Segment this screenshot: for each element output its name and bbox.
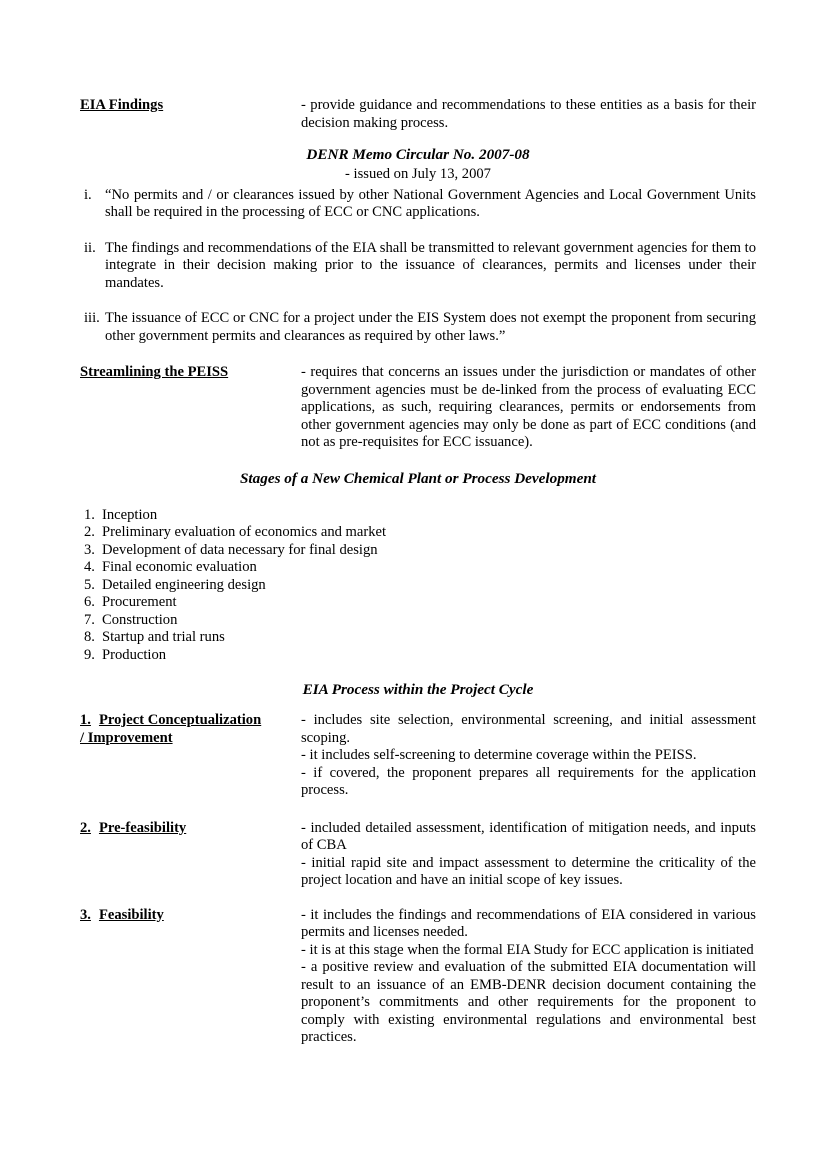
definition-row-eia-findings xyxy=(80,97,756,132)
term-streamlining-peiss: Streamlining the PEISS xyxy=(80,364,229,380)
heading-stages: Stages of a New Chemical Plant or Process Development xyxy=(239,469,597,487)
definition-paragraph: - a positive review and evaluation of the submitted EIA documentation will result to an issuance of an EMB-DENR decision document containing the proponent’s commitments and other requirements for the proponent to comply with existing environmental regulations and environmental best practices. xyxy=(301,959,756,1045)
definition-streamlining-peiss: - requires that concerns an issues under the jurisdiction or mandates of other government agencies must be de-linked from the process of evaluating ECC applications, as such, requiring clearances, permits or endorsements from other government agencies may only be done as part of ECC conditions (and not as pre-requisites for ECC issuance). xyxy=(301,364,756,450)
stage-item xyxy=(84,577,756,595)
list-marker: 5. xyxy=(84,576,95,593)
heading-denr-memo-circular: DENR Memo Circular No. 2007-08 xyxy=(306,146,530,163)
stage-item xyxy=(84,647,756,665)
heading-eia-process: EIA Process within the Project Cycle xyxy=(302,681,534,698)
entry-number: 1. xyxy=(80,712,91,728)
list-item-text: The findings and recommendations of the EIA shall be transmitted to relevant government agencies for them to integrate in their decision making prior to the issuance of clearances, permits and licenses under their mandates. xyxy=(105,239,756,291)
list-item-roman-i xyxy=(80,187,756,222)
list-marker: 9. xyxy=(84,646,95,663)
list-item-text: “No permits and / or clearances issued by other National Government Agencies and Local Government Units shall be required in the processing of ECC or CNC applications. xyxy=(105,186,756,220)
entry-definition xyxy=(301,907,756,1047)
stage-item xyxy=(84,507,756,525)
stage-text: Inception xyxy=(102,506,158,523)
list-marker: 6. xyxy=(84,594,95,610)
definition-row-streamlining-peiss xyxy=(80,364,756,452)
list-marker: 1. xyxy=(84,506,95,523)
entry-term-text: Project Conceptualization xyxy=(98,712,262,728)
stage-item xyxy=(84,559,756,577)
stage-text: Startup and trial runs xyxy=(102,629,225,645)
term-column xyxy=(80,97,301,132)
list-item-roman-iii xyxy=(80,310,756,345)
stage-item xyxy=(84,629,756,647)
term-column xyxy=(80,907,301,1047)
entry-definition xyxy=(301,820,756,890)
list-marker: ii. xyxy=(84,239,96,256)
stage-text: Detailed engineering design xyxy=(102,576,266,593)
definition-paragraph: - it includes the findings and recommendations of EIA considered in various permits and licenses needed. xyxy=(301,906,756,940)
entry-term-text: Pre-feasibility xyxy=(98,819,187,836)
entry-number: 3. xyxy=(80,906,91,923)
term-column xyxy=(80,712,301,800)
entry-number: 2. xyxy=(80,819,91,836)
stage-text: Construction xyxy=(102,611,178,628)
stage-text: Final economic evaluation xyxy=(102,559,257,575)
stage-text: Preliminary evaluation of economics and market xyxy=(102,524,387,540)
definition-paragraph: - it includes self-screening to determine coverage within the PEISS. xyxy=(301,747,697,763)
entry-term xyxy=(80,820,289,838)
entry-term xyxy=(80,907,289,925)
list-marker: i. xyxy=(84,186,92,203)
entry-term-line2: / Improvement xyxy=(80,729,173,746)
definition-paragraph: - it is at this stage when the formal EIA Study for ECC application is initiated xyxy=(301,941,754,958)
list-marker: 2. xyxy=(84,524,95,540)
entry-term xyxy=(80,712,289,730)
list-marker: 8. xyxy=(84,629,95,645)
list-marker: iii. xyxy=(84,310,100,326)
stage-item xyxy=(84,524,756,542)
definition-row-feasibility xyxy=(80,907,756,1047)
term-column xyxy=(80,820,301,890)
term-eia-findings: EIA Findings xyxy=(80,97,164,113)
list-marker: 4. xyxy=(84,559,95,575)
list-item-roman-ii xyxy=(80,240,756,293)
stage-item xyxy=(84,594,756,612)
list-item-text: The issuance of ECC or CNC for a project under the EIS System does not exempt the proponent from securing other government permits and clearances as required by other laws.” xyxy=(105,310,756,344)
stage-text: Production xyxy=(102,646,167,663)
stage-item xyxy=(84,542,756,560)
stages-list xyxy=(80,507,756,665)
definition-paragraph: - included detailed assessment, identification of mitigation needs, and inputs of CBA xyxy=(301,819,756,853)
definition-row-project-conceptualization xyxy=(80,712,756,800)
definition-paragraph: - initial rapid site and impact assessment to determine the criticality of the project location and have an initial scope of key issues. xyxy=(301,854,756,888)
list-marker: 3. xyxy=(84,541,95,558)
entry-definition xyxy=(301,712,756,800)
entry-term-text: Feasibility xyxy=(98,906,164,923)
definition-row-pre-feasibility xyxy=(80,820,756,890)
subheading-issued-date: - issued on July 13, 2007 xyxy=(345,166,491,182)
stage-item xyxy=(84,612,756,630)
term-column xyxy=(80,364,301,452)
definition-eia-findings: - provide guidance and recommendations to these entities as a basis for their decision making process. xyxy=(301,97,756,131)
definition-paragraph: - includes site selection, environmental screening, and initial assessment scoping. xyxy=(301,712,756,746)
list-marker: 7. xyxy=(84,611,95,628)
definition-paragraph: - if covered, the proponent prepares all requirements for the application process. xyxy=(301,764,756,798)
stage-text: Procurement xyxy=(102,594,177,610)
stage-text: Development of data necessary for final design xyxy=(102,541,378,558)
